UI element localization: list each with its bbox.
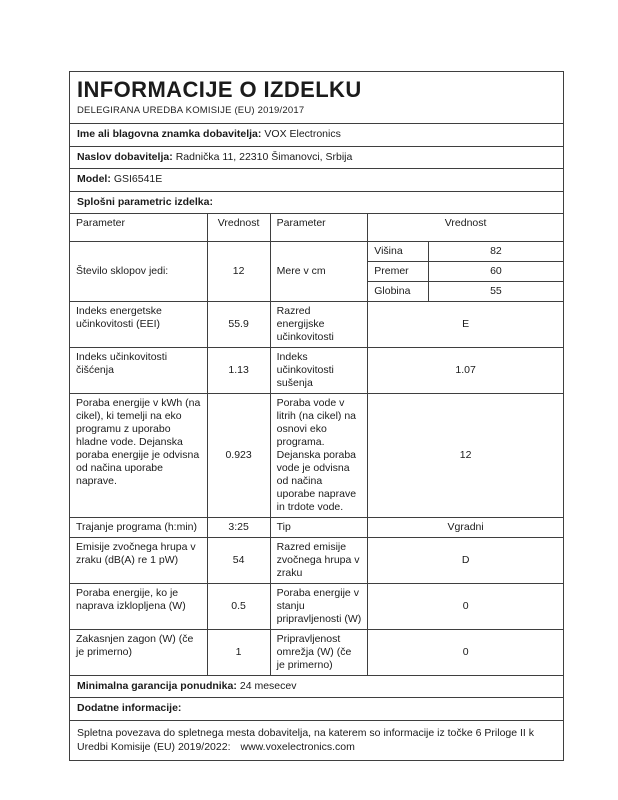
param-cell: Poraba vode v litrih (na cikel) na osnovi eko programa. Dejanska poraba vode je odvisna od načina uporabe naprave in trdote vode. <box>270 393 368 517</box>
dimension-value: 60 <box>428 261 563 281</box>
supplier-name-value: VOX Electronics <box>264 128 341 140</box>
model-label: Model: <box>77 173 111 185</box>
value-cell: Vgradni <box>368 517 563 537</box>
regulation-subtitle: DELEGIRANA UREDBA KOMISIJE (EU) 2019/2017 <box>77 105 305 116</box>
additional-info-heading: Dodatne informacije: <box>70 698 563 721</box>
value-cell: 12 <box>207 241 270 301</box>
product-info-sheet <box>69 71 564 761</box>
param-cell: Emisije zvočnega hrupa v zraku (dB(A) re 1 pW) <box>70 537 207 583</box>
value-cell: 0 <box>368 629 563 675</box>
supplier-address-row <box>70 147 563 170</box>
param-cell: Razred energijske učinkovitosti <box>270 301 368 347</box>
supplier-address-value: Radnička 11, 22310 Šimanovci, Srbija <box>175 150 353 163</box>
warranty-row <box>70 676 563 699</box>
table-row <box>70 347 563 393</box>
dimension-label: Globina <box>368 281 429 301</box>
table-row <box>70 393 563 517</box>
supplier-name-row <box>70 124 563 147</box>
value-cell: 3:25 <box>207 517 270 537</box>
supplier-address-label: Naslov dobavitelja: <box>77 150 173 163</box>
page-title: INFORMACIJE O IZDELKU <box>77 77 362 102</box>
dimension-label: Višina <box>368 241 429 261</box>
dimension-value: 55 <box>428 281 563 301</box>
footer-text: Spletna povezava do spletnega mesta dobavitelja, na katerem so informacije iz točke 6 Priloge II k Uredbi Komisije (EU) 2019/2022: <box>77 726 535 753</box>
param-cell: Razred emisije zvočnega hrupa v zraku <box>270 537 368 583</box>
param-cell: Indeks učinkovitosti sušenja <box>270 347 368 393</box>
param-cell: Poraba energije v kWh (na cikel), ki temelji na eko programu z uporabo hladne vode. Dejanska poraba energije je odvisna od načina uporabe naprave. <box>70 393 207 517</box>
param-cell: Pripravljenost omrežja (W) (če je primerno) <box>270 629 368 675</box>
param-cell: Indeks učinkovitosti čišćenja <box>70 347 207 393</box>
param-cell: Zakasnjen zagon (W) (če je primerno) <box>70 629 207 675</box>
model-row <box>70 169 563 192</box>
supplier-website-link[interactable]: www.voxelectronics.com <box>240 740 355 753</box>
table-row-dimensions <box>70 241 563 261</box>
warranty-value: 24 mesecev <box>239 679 297 692</box>
table-header-row <box>70 214 563 241</box>
value-cell: 54 <box>207 537 270 583</box>
param-cell: Poraba energije v stanju pripravljenosti (W) <box>270 583 368 629</box>
param-cell: Število sklopov jedi: <box>70 241 207 301</box>
dimension-value: 82 <box>428 241 563 261</box>
value-cell: 55.9 <box>207 301 270 347</box>
model-value: GSI6541E <box>113 173 163 185</box>
value-cell: D <box>368 537 563 583</box>
value-header-1: Vrednost <box>207 214 270 241</box>
param-cell: Tip <box>270 517 368 537</box>
value-cell: E <box>368 301 563 347</box>
value-header-2: Vrednost <box>368 214 563 241</box>
table-row <box>70 517 563 537</box>
value-cell: 0.923 <box>207 393 270 517</box>
warranty-label: Minimalna garancija ponudnika: <box>77 679 237 692</box>
param-cell: Poraba energije, ko je naprava izklopljena (W) <box>70 583 207 629</box>
param-cell: Indeks energetske učinkovitosti (EEI) <box>70 301 207 347</box>
value-cell: 12 <box>368 393 563 517</box>
table-row <box>70 537 563 583</box>
title-block <box>70 72 563 124</box>
param-cell: Mere v cm <box>270 241 368 301</box>
value-cell: 1.07 <box>368 347 563 393</box>
table-row <box>70 583 563 629</box>
param-header-2: Parameter <box>270 214 368 241</box>
table-row <box>70 301 563 347</box>
parameters-table <box>70 214 563 676</box>
table-row <box>70 629 563 675</box>
footer-note <box>70 721 563 760</box>
value-cell: 0.5 <box>207 583 270 629</box>
general-params-heading: Splošni parametric izdelka: <box>70 192 563 215</box>
value-cell: 1.13 <box>207 347 270 393</box>
supplier-name-label: Ime ali blagovna znamka dobavitelja: <box>77 128 262 140</box>
value-cell: 0 <box>368 583 563 629</box>
dimension-label: Premer <box>368 261 429 281</box>
param-header-1: Parameter <box>70 214 207 241</box>
param-cell: Trajanje programa (h:min) <box>70 517 207 537</box>
value-cell: 1 <box>207 629 270 675</box>
